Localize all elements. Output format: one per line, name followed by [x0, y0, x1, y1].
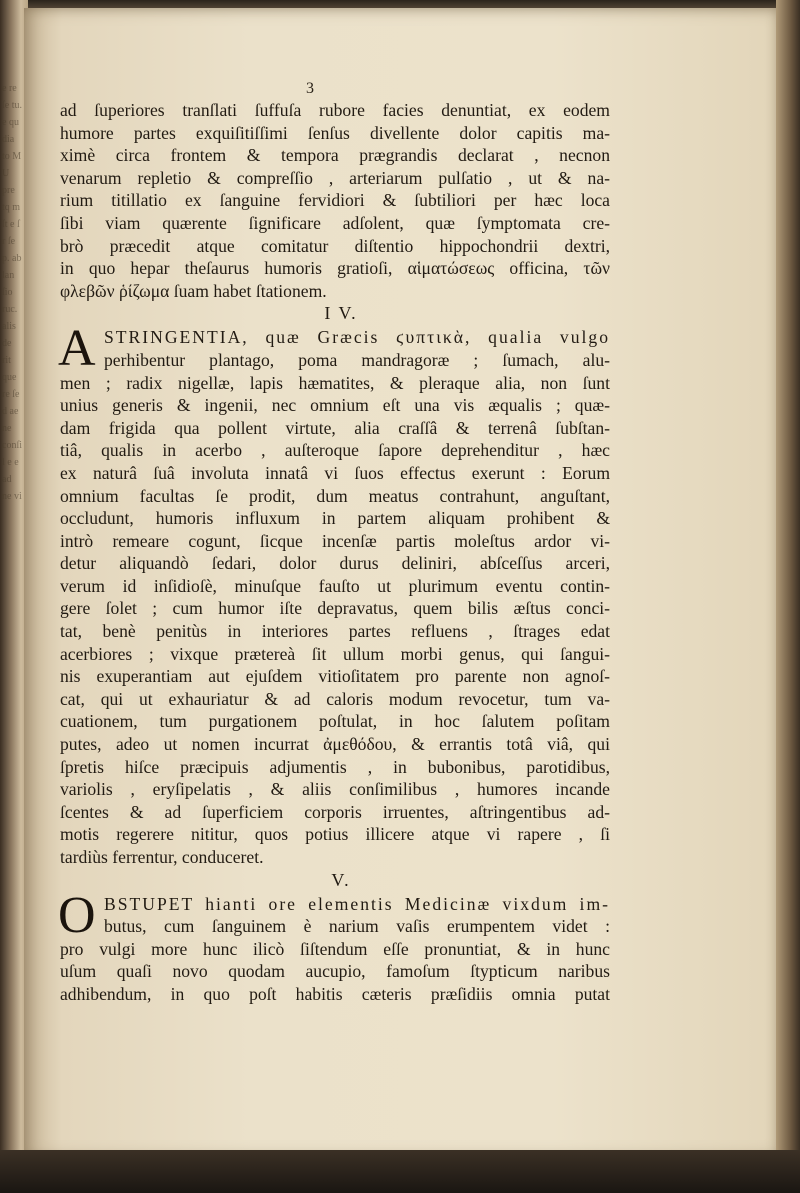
text-line: nis exuperantiam aut ejuſdem vitioſitatem pro parente non agnoſ- — [60, 666, 610, 687]
text-line: ad ſuperiores tranſlati ſuffuſa rubore facies denuntiat, ex eodem — [60, 100, 610, 120]
text-line: ſcentes & ad ſuperficiem corporis irruentes, aſtringentibus ad- — [60, 801, 610, 822]
text-line: tat, benè penitùs in interiores partes refluens , ſtrages edat — [60, 621, 610, 642]
text-line: variolis , eryſipelatis , & aliis conſimilibus , humores incande — [60, 779, 610, 800]
text-line: ſibi viam quærente ſignificare adſolent, quæ ſymptomata cre- — [60, 212, 610, 233]
paragraph-obstupet — [58, 886, 610, 1007]
text-line: motis regerere nititur, quos potius illicere atque vi rapere , ſi — [60, 824, 610, 845]
text-line: gere ſolet ; cum humor iſte depravatus, quem bilis æſtus conci- — [60, 598, 610, 619]
text-line: adhibendum, in quo poſt habitis cæteris præſidiis omnia putat — [60, 983, 610, 1004]
text-line: ex naturâ ſuâ involuta innatâ vi ſuos effectus exerunt : Eorum — [60, 462, 610, 483]
text-line: uſum quaſi novo quodam aucupio, famoſum ſtypticum naribus — [60, 961, 610, 982]
text-line: tardiùs ferrentur, conduceret. — [60, 847, 264, 867]
text-line: brò præcedit atque comitatur diſtentio hippochondrii dextri, — [60, 235, 610, 256]
left-page-gutter-text: e re ſe tu. e qu dia to M U pre tq m ſt e ſ r ſe p. ab lan ſio ruc. alis de rit que re ſe d ae ne conſi l e e ad ne vi — [2, 83, 22, 502]
text-line: rium titillatio ex ſanguine fervidiori & ſubtiliori per hæc loca — [60, 190, 610, 211]
text-line: venarum repletio & compreſſio , arteriarum pulſatio , ut & na- — [60, 167, 610, 188]
text-line: occludunt, humoris influxum in partem aliquam prohibent & — [60, 508, 610, 529]
page-number: 3 — [306, 80, 314, 97]
text-line: φλεβῶν ῥίζωμα ſuam habet ſtationem. — [60, 280, 327, 301]
drop-cap-letter: A — [58, 320, 96, 378]
text-line: ſpretis hiſce præcipuis adjumentis , in bubonibus, parotidibus, — [60, 756, 610, 777]
section-heading-iv: I V. — [324, 303, 358, 324]
text-line: cuationem, tum purgationem poſtulat, in hoc ſalutem poſitam — [60, 711, 610, 732]
text-line: verum id inſidioſè, minuſque fauſto ut plurimum eventu contin- — [60, 575, 610, 596]
text-line: humore partes exquiſitiſſimi ſenſus divellente dolor capitis ma- — [60, 122, 610, 143]
main-text-block — [60, 100, 610, 1007]
text-line: pro vulgi more hunc ilicò ſiſtendum eſſe pronuntiat, & in hunc — [60, 938, 610, 959]
section-heading-v: V. — [331, 869, 351, 890]
drop-cap-letter: O — [58, 886, 96, 944]
text-line: acerbiores ; vixque prætereà ſit ullum morbi genus, qui ſangui- — [60, 643, 610, 664]
text-line: STRINGENTIA, quæ Græcis ϛυπτικὰ, qualia vulgo — [104, 327, 610, 348]
paragraph-astringentia — [58, 320, 610, 869]
text-line: perhibentur plantago, poma mandragoræ ; ſumach, alu- — [104, 349, 610, 370]
text-line: unius generis & ingenii, nec omnium eſt una vis æqualis ; quæ- — [60, 395, 610, 416]
text-line: cat, qui ut exhauriatur & ad caloris modum revocetur, tum va- — [60, 688, 610, 709]
text-line: men ; radix nigellæ, lapis hæmatites, & pleraque alia, non ſunt — [60, 372, 610, 393]
text-line: BSTUPET hianti ore elementis Medicinæ vixdum im- — [104, 893, 610, 914]
text-line: detur aliquandò ſedari, dolor durus deliniri, abſceſſus arceri, — [60, 553, 610, 574]
bottom-shadow-band — [0, 1150, 800, 1193]
text-line: putes, adeo ut nomen incurrat ἀμεθόδου, & errantis totâ viâ, qui — [60, 734, 610, 755]
text-line: butus, cum ſanguinem è narium vaſis erumpentem videt : — [104, 916, 610, 937]
text-line: ximè circa frontem & tempora prægrandis declarat , necnon — [60, 145, 610, 166]
paragraph-continuation — [60, 100, 610, 303]
right-page-edge — [776, 0, 800, 1193]
text-line: dam frigida qua pollent virtute, alia craſſâ & terrenâ ſubſtan- — [60, 417, 610, 438]
text-line: intrò remeare cogunt, ſicque incenſæ partis moleſtus ardor vi- — [60, 530, 610, 551]
text-line: tiâ, qualis in acerbo , auſteroque ſapore deprehenditur , hæc — [60, 440, 610, 461]
text-line: omnium facultas ſe prodit, dum meatus contrahunt, anguſtant, — [60, 485, 610, 506]
text-line: in quo hepar theſaurus humoris gratioſi, αἱματώσεως officina, τῶν — [60, 258, 610, 279]
